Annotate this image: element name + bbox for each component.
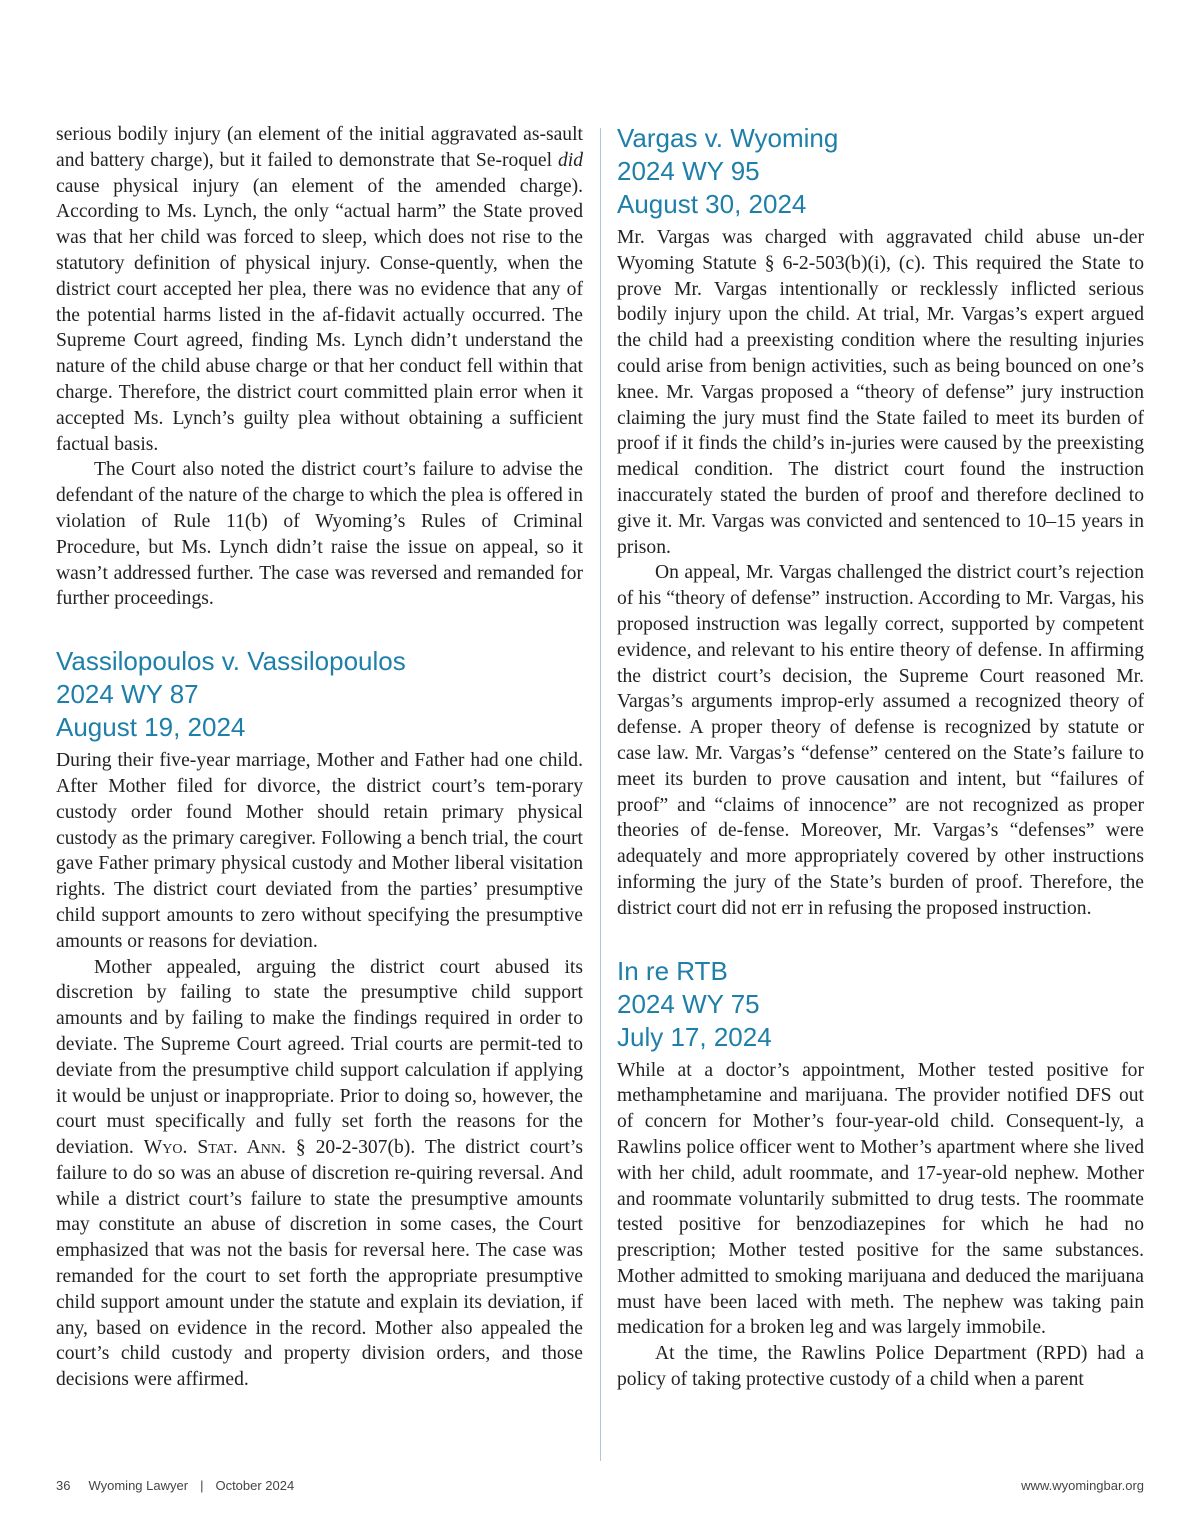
case-title: Vargas v. Wyoming <box>617 123 839 153</box>
case-date: July 17, 2024 <box>617 1021 772 1052</box>
case-title: In re RTB <box>617 955 728 986</box>
case-citation: 2024 WY 75 <box>617 988 760 1019</box>
case-date: August 30, 2024 <box>617 189 807 219</box>
rtb-paragraph-2: At the time, the Rawlins Police Department (RPD) had a policy of taking protective custody of a child when a parent <box>617 1343 1144 1391</box>
page-number: 36 <box>56 1478 71 1493</box>
vassilopoulos-paragraph-2-text-a: Mother appealed, arguing the district court abused its discretion by failing to state the presumptive child support amounts and by failing to make the findings required in order to deviate. The Supreme Court agreed. Trial courts are permit-ted to deviate from the presumptive child support calculation if applying it would be unjust or inappropriate. Prior to doing so, however, the court must specifically and fully set forth the reasons for the deviation. <box>56 956 583 1159</box>
section-gap <box>56 612 583 645</box>
vassilopoulos-paragraph-1: During their five-year marriage, Mother and Father had one child. After Mother filed for divorce, the district court’s tem-porary custody order found Mother should retain primary physical custody as the primary caregiver. Following a bench trial, the court gave Father primary physical custody and Mother liberal visitation rights. The district court deviated from the parties’ presumptive child support amounts to zero without specifying the presumptive amounts or reasons for deviation. <box>56 750 583 952</box>
lynch-paragraph-1-text-b: cause physical injury (an element of the amended charge). According to Ms. Lynch, the only “actual harm” the State proved was that her child was forced to sleep, which does not rise to the statutory definition of physical injury. Conse-quently, when the district court accepted her plea, there was no evidence that any of the potential harms listed in the af-fidavit actually occurred. The Supreme Court agreed, finding Ms. Lynch didn’t understand the nature of the child abuse charge or that her conduct fell within that charge. Therefore, the district court committed plain error when it accepted Ms. Lynch’s guilty plea without obtaining a sufficient factual basis. <box>56 175 583 455</box>
publication-name: Wyoming Lawyer <box>88 1478 189 1493</box>
vargas-paragraph-1: Mr. Vargas was charged with aggravated child abuse un-der Wyoming Statute § 6-2-503(b)(i), (c). This required the State to prove Mr. Vargas intentionally or recklessly inflicted serious bodily injury upon the child. At trial, Mr. Vargas’s expert argued the child had a preexisting condition where the resulting injuries could arise from benign activities, such as being bounced on one’s knee. Mr. Vargas proposed a “theory of defense” jury instruction claiming the jury must find the State failed to meet its burden of proof if it finds the child’s in-juries were caused by the preexisting medical condition. The district court found the instruction inaccurately stated the burden of proof and therefore declined to give it. Mr. Vargas was convicted and sentenced to 10–15 years in prison. <box>617 227 1144 558</box>
case-heading-rtb <box>617 955 1144 1054</box>
case-title: Vassilopoulos v. Vassilopoulos <box>56 646 406 677</box>
lynch-paragraph-1-text-a: serious bodily injury (an element of the initial aggravated as-sault and battery charge), but it failed to demonstrate that Se-roquel <box>56 124 583 171</box>
footer-separator: | <box>200 1478 204 1493</box>
issue-date: October 2024 <box>215 1478 295 1493</box>
lynch-paragraph-2: The Court also noted the district court’s failure to advise the defendant of the nature of the charge to which the plea is offered in violation of Rule 11(b) of Wyoming’s Rules of Criminal Procedure, but Ms. Lynch didn’t raise the issue on appeal, so it wasn’t addressed further. The case was reversed and remanded for further proceedings. <box>56 459 583 610</box>
footer-website[interactable]: www.wyomingbar.org <box>1021 1478 1144 1493</box>
case-citation: 2024 WY 95 <box>617 156 760 186</box>
statute-citation: Wyo. Stat. Ann. <box>143 1137 286 1159</box>
footer-left <box>56 1476 294 1496</box>
column-divider <box>600 128 601 1461</box>
lynch-paragraph-1 <box>56 122 583 457</box>
case-heading-vargas <box>617 122 1144 221</box>
right-column <box>617 122 1144 1393</box>
case-date: August 19, 2024 <box>56 712 246 743</box>
left-column <box>56 122 583 1393</box>
case-citation: 2024 WY 87 <box>56 679 199 710</box>
rtb-paragraph-1: While at a doctor’s appointment, Mother tested positive for methamphetamine and marijuana. The provider notified DFS out of concern for Mother’s four-year-old child. Consequent-ly, a Rawlins police officer went to Mother’s apartment where she lived with her child, adult roommate, and 17-year-old nephew. Mother and roommate voluntarily submitted to drug tests. The roommate tested positive for benzodiazepines for which he had no prescription; Mother tested positive for the same substances. Mother admitted to smoking marijuana and deduced the marijuana must have been laced with meth. The nephew was taking pain medication for a broken leg and was largely immobile. <box>617 1059 1144 1339</box>
emphasis-did: did <box>557 149 583 171</box>
vassilopoulos-paragraph-2 <box>56 955 583 1394</box>
vassilopoulos-paragraph-2-text-b: § 20-2-307(b). The district court’s failure to do so was an abuse of discretion re-quiring reversal. And while a district court’s failure to state the presumptive amounts may constitute an abuse of discretion in some cases, the Court emphasized that was not the basis for reversal here. The case was remanded for the court to set forth the appropriate presumptive child support amount under the statute and explain its deviation, if any, based on evidence in the record. Mother also appealed the court’s child custody and property division orders, and those decisions were affirmed. <box>56 1137 583 1391</box>
vargas-paragraph-2: On appeal, Mr. Vargas challenged the district court’s rejection of his “theory of defense” instruction. According to Mr. Vargas, his proposed instruction was legally correct, supported by competent evidence, and relevant to his entire theory of defense. In affirming the district court’s decision, the Supreme Court reasoned Mr. Vargas’s arguments improp-erly assumed a recognized theory of defense. A proper theory of defense is recognized by statute or case law. Mr. Vargas’s “defense” centered on the State’s failure to meet its burden to prove causation and intent, but “failures of proof” and “claims of innocence” are not recognized as proper theories of de-fense. Moreover, Mr. Vargas’s “defenses” were adequately and more appropriately covered by other instructions informing the jury of the State’s burden of proof. Therefore, the district court did not err in refusing the proposed instruction. <box>617 562 1144 919</box>
section-gap <box>617 922 1144 955</box>
case-heading-vassilopoulos <box>56 645 583 744</box>
